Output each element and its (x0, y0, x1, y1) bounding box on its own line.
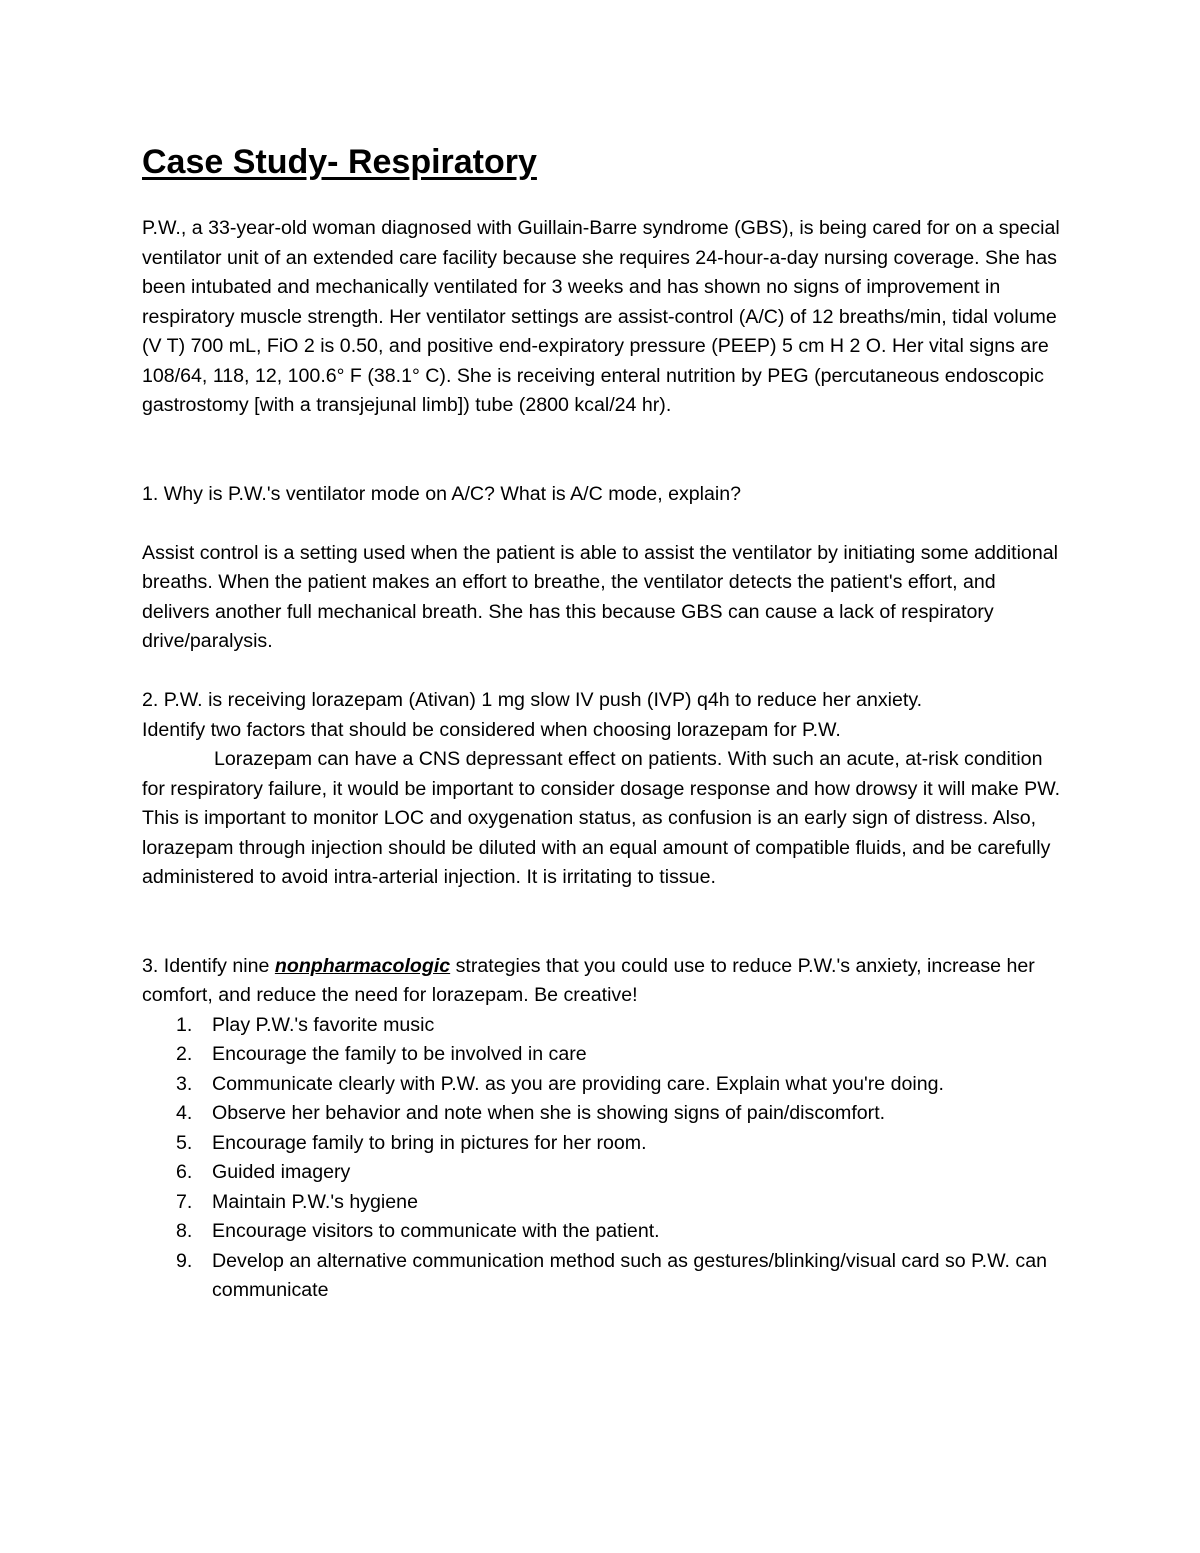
list-item-number: 9. (176, 1249, 193, 1272)
list-item (142, 1217, 1062, 1247)
case-intro-paragraph: P.W., a 33-year-old woman diagnosed with Guillain-Barre syndrome (GBS), is being cared for on a special ventilator unit of an extended care facility because she requires 24-hour-a-day nursing coverage. She has been intubated and mechanically ventilated for 3 weeks and has shown no signs of improvement in respiratory muscle strength. Her ventilator settings are assist-control (A/C) of 12 breaths/min, tidal volume (V T) 700 mL, FiO 2 is 0.50, and positive end-expiratory pressure (PEEP) 5 cm H 2 O. Her vital signs are 108/64, 118, 12, 100.6° F (38.1° C). She is receiving enteral nutrition by PEG (percutaneous endoscopic gastrostomy [with a transjejunal limb]) tube (2800 kcal/24 hr). (142, 217, 1060, 416)
list-item-text: Communicate clearly with P.W. as you are providing care. Explain what you're doing. (212, 1072, 944, 1095)
list-item (142, 1070, 1062, 1100)
list-item-text: Play P.W.'s favorite music (212, 1013, 435, 1036)
list-item-text: Encourage family to bring in pictures for her room. (212, 1131, 647, 1154)
list-item-number: 7. (176, 1190, 193, 1213)
question-3-prefix: 3. Identify nine (142, 954, 275, 977)
question-2-line-2: Identify two factors that should be considered when choosing lorazepam for P.W. (142, 718, 841, 741)
list-item-text: Observe her behavior and note when she is showing signs of pain/discomfort. (212, 1102, 886, 1124)
list-item-text: Develop an alternative communication method such as gestures/blinking/visual card so P.W. can communicate (212, 1249, 1047, 1301)
list-item (142, 1011, 1062, 1041)
strategies-list (142, 1011, 1062, 1306)
document-page (142, 140, 1062, 1306)
question-2-line-1: 2. P.W. is receiving lorazepam (Ativan) 1 mg slow IV push (IVP) q4h to reduce her anxiety. (142, 689, 923, 711)
page-title: Case Study- Respiratory (142, 143, 537, 181)
list-item (142, 1099, 1062, 1129)
list-item (142, 1188, 1062, 1218)
question-3-emphasis: nonpharmacologic (274, 954, 451, 977)
list-item-text: Maintain P.W.'s hygiene (212, 1190, 418, 1213)
question-3-suffix: strategies that you could use to reduce P.W.'s anxiety, increase her comfort, and reduce the need for lorazepam. Be creative! (142, 954, 1035, 1006)
list-item-number: 3. (176, 1072, 193, 1095)
list-item (142, 1040, 1062, 1070)
answer-1: Assist control is a setting used when the patient is able to assist the ventilator by initiating some additional breaths. When the patient makes an effort to breathe, the ventilator detects the patient's effort, and delivers another full mechanical breath. She has this because GBS can cause a lack of respiratory drive/paralysis. (142, 541, 1058, 652)
answer-2: Lorazepam can have a CNS depressant effect on patients. With such an acute, at-risk condition for respiratory failure, it would be important to consider dosage response and how drowsy it will make PW. This is important to monitor LOC and oxygenation status, as confusion is an early sign of distress. Also, lorazepam through injection should be diluted with an equal amount of compatible fluids, and be carefully administered to avoid intra-arterial injection. It is irritating to tissue. (142, 748, 1061, 888)
list-item-number: 4. (176, 1102, 193, 1124)
list-item-text: Guided imagery (212, 1161, 351, 1183)
question-3 (142, 952, 1062, 1011)
list-item-number: 8. (176, 1220, 193, 1242)
question-2 (142, 686, 1062, 745)
list-item-number: 5. (176, 1131, 193, 1154)
list-item-text: Encourage visitors to communicate with the patient. (212, 1220, 660, 1242)
list-item-text: Encourage the family to be involved in care (212, 1043, 587, 1065)
list-item (142, 1129, 1062, 1159)
list-item-number: 2. (176, 1043, 193, 1065)
list-item-number: 1. (176, 1013, 193, 1036)
question-1: 1. Why is P.W.'s ventilator mode on A/C? What is A/C mode, explain? (142, 482, 742, 505)
list-item (142, 1247, 1062, 1306)
list-item (142, 1158, 1062, 1188)
list-item-number: 6. (176, 1161, 193, 1183)
